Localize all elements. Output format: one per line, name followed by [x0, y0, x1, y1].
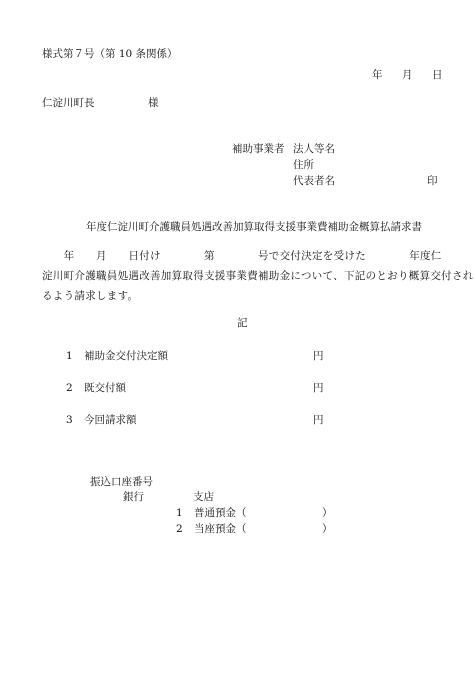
item-number: 3 — [66, 414, 73, 426]
item-unit: 円 — [313, 382, 324, 394]
account-option-number: 2 — [176, 523, 183, 535]
date-month: 月 — [402, 69, 413, 81]
document-title: 年度仁淀川町介護職員処遇改善加算取得支援事業費補助金概算払請求書 — [86, 221, 422, 233]
item-number: 2 — [66, 382, 73, 394]
seal-mark: 印 — [427, 175, 438, 187]
item-label: 既交付額 — [84, 382, 126, 394]
bank-account-title: 振込口座番号 — [90, 476, 153, 488]
paragraph-line: 淀川町介護職員処遇改善加算取得支援事業費補助金について、下記のとおり概算交付され — [42, 270, 474, 282]
addressee-name: 仁淀川町長 — [42, 97, 95, 109]
account-option-label: 当座預金（ — [194, 523, 247, 535]
paragraph-line: るよう請求します。 — [42, 290, 139, 302]
form-number: 様式第７号（第 10 条関係） — [42, 48, 178, 60]
request-paragraph — [42, 246, 474, 306]
item-number: 1 — [66, 350, 73, 362]
ki-heading: 記 — [237, 317, 248, 329]
date-day: 日 — [432, 69, 443, 81]
item-unit: 円 — [313, 414, 324, 426]
account-option-close: ） — [322, 523, 333, 535]
account-option-number: 1 — [176, 507, 183, 519]
addressee-honorific: 様 — [148, 97, 159, 109]
corporation-name-label: 法人等名 — [293, 143, 335, 155]
date-year: 年 — [372, 69, 383, 81]
bank-label: 銀行 — [123, 491, 144, 503]
item-unit: 円 — [313, 350, 324, 362]
item-label: 補助金交付決定額 — [84, 350, 168, 362]
item-label: 今回請求額 — [84, 414, 137, 426]
branch-label: 支店 — [193, 491, 214, 503]
address-label: 住所 — [293, 159, 314, 171]
account-option-close: ） — [322, 507, 333, 519]
representative-label: 代表者名 — [293, 175, 335, 187]
paragraph-line: 年 月 日付け 第 号で交付決定を受けた 年度仁 — [42, 250, 442, 262]
applicant-label: 補助事業者 — [232, 143, 285, 155]
account-option-label: 普通預金（ — [194, 507, 247, 519]
